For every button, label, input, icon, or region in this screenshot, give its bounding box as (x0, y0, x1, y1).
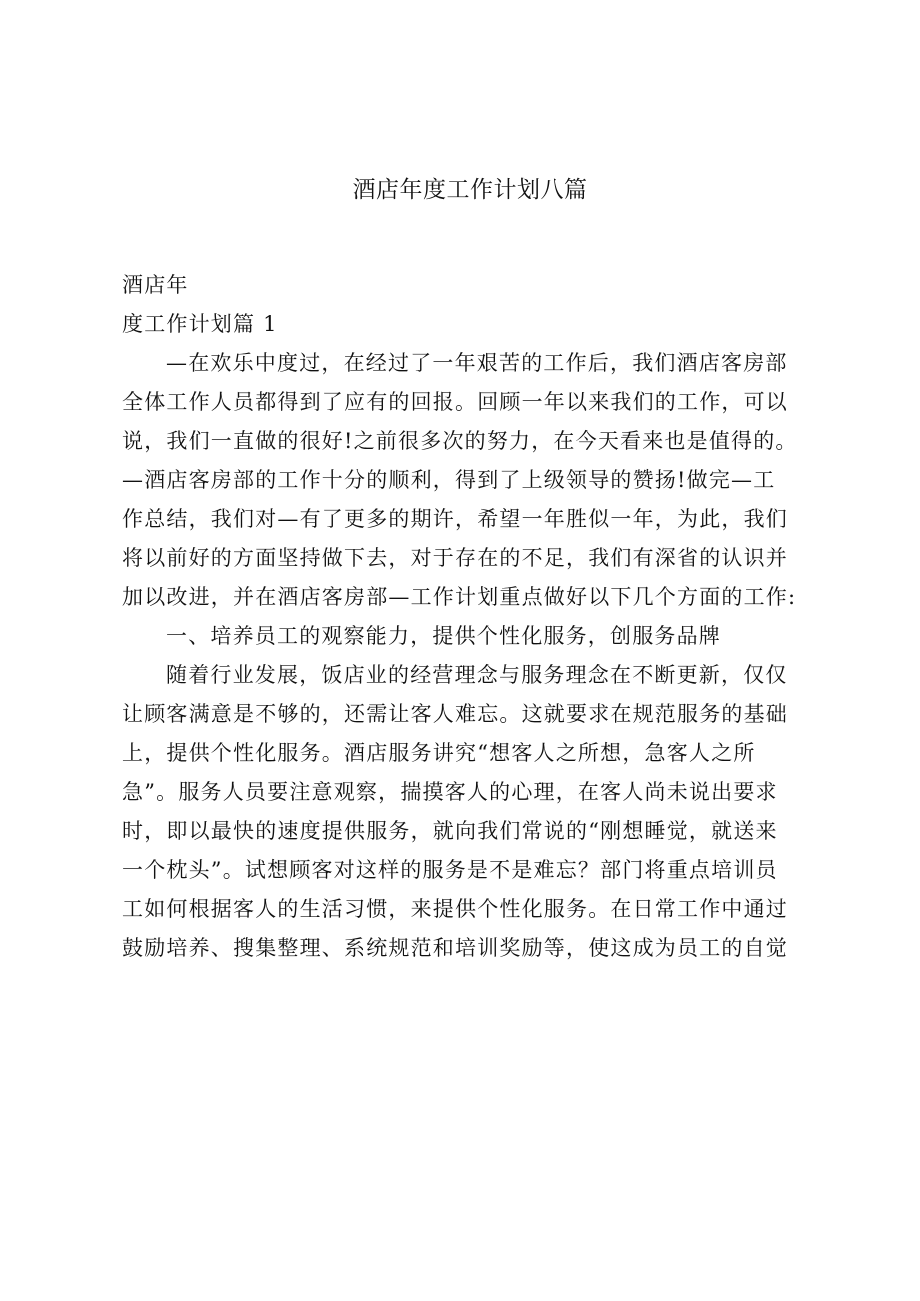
paragraph-1-line: —在欢乐中度过，在经过了一年艰苦的工作后，我们酒店客房部 (166, 351, 788, 375)
section-heading-line-1: 酒店年 (122, 273, 189, 297)
paragraph-2-line: 上，提供个性化服务。酒店服务讲究“想客人之所想，急客人之所 (122, 741, 756, 765)
paragraph-2-line: 一个枕头”。试想顾客对这样的服务是不是难忘？部门将重点培训员 (122, 858, 778, 882)
paragraph-2-line: 随着行业发展，饭店业的经营理念与服务理念在不断更新，仅仅 (166, 663, 788, 687)
paragraph-1-line: 说，我们一直做的很好!之前很多次的努力，在今天看来也是值得的。 (122, 429, 798, 453)
document-body (122, 266, 822, 968)
paragraph-1-line: 加以改进，并在酒店客房部—工作计划重点做好以下几个方面的工作: (122, 585, 797, 609)
paragraph-1-line: —酒店客房部的工作十分的顺利，得到了上级领导的赞扬!做完—工 (122, 468, 776, 492)
document-title: 酒店年度工作计划八篇 (352, 177, 588, 203)
paragraph-2-line: 鼓励培养、搜集整理、系统规范和培训奖励等，使这成为员工的自觉 (122, 936, 788, 960)
paragraph-2-line: 急”。服务人员要注意观察，揣摸客人的心理，在客人尚未说出要求 (122, 780, 778, 804)
paragraph-1-line: 全体工作人员都得到了应有的回报。回顾一年以来我们的工作，可以 (122, 390, 788, 414)
point-1-heading: 一、培养员工的观察能力，提供个性化服务，创服务品牌 (166, 624, 721, 648)
paragraph-2-line: 工如何根据客人的生活习惯，来提供个性化服务。在日常工作中通过 (122, 897, 788, 921)
paragraph-1-line: 将以前好的方面坚持做下去，对于存在的不足，我们有深省的认识并 (122, 546, 788, 570)
paragraph-2-line: 让顾客满意是不够的，还需让客人难忘。这就要求在规范服务的基础 (122, 702, 788, 726)
section-heading-line-2: 度工作计划篇 1 (122, 312, 278, 336)
paragraph-1-line: 作总结，我们对—有了更多的期许，希望一年胜似一年，为此，我们 (122, 507, 788, 531)
paragraph-2-line: 时，即以最快的速度提供服务，就向我们常说的“刚想睡觉，就送来 (122, 819, 778, 843)
